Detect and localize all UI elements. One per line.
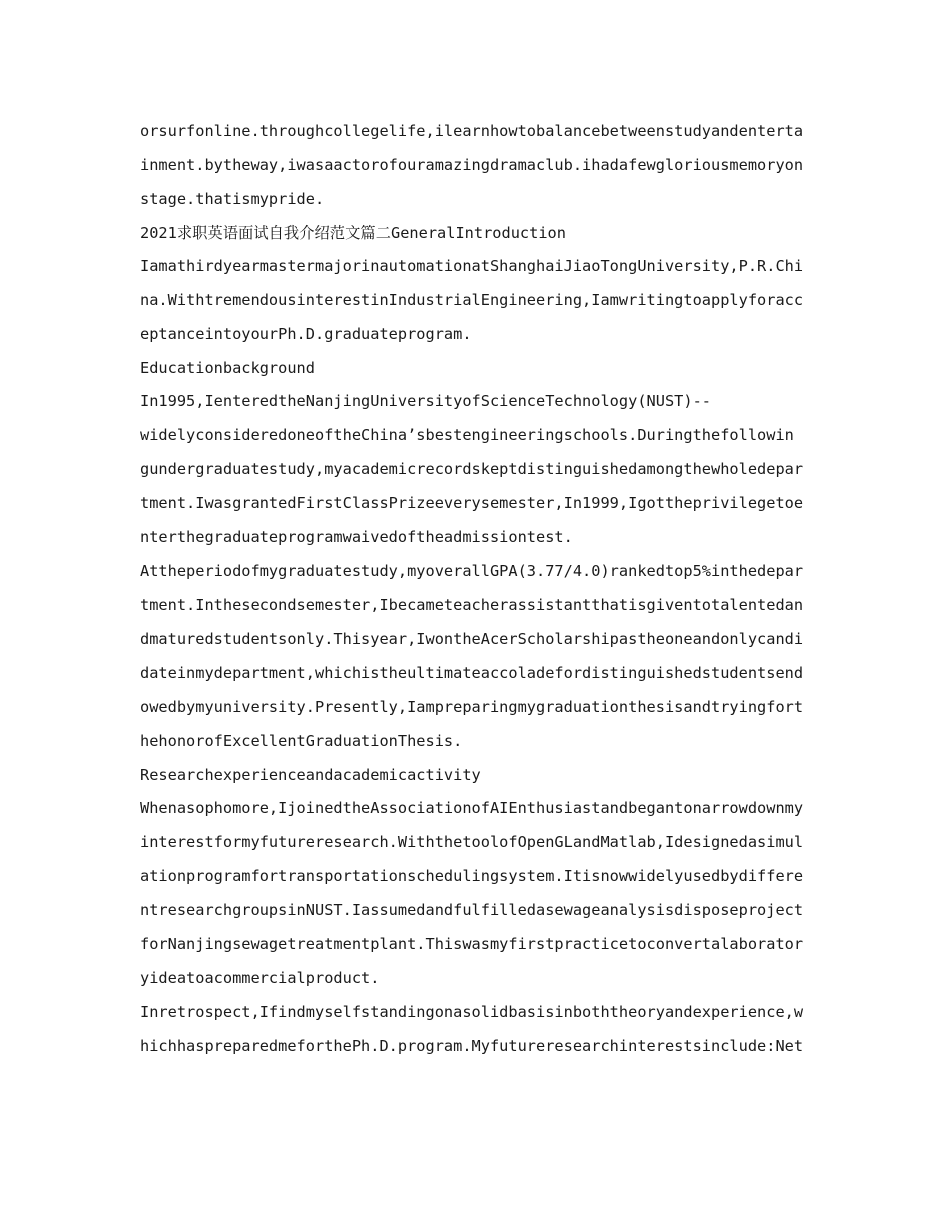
- text-line: Whenasophomore,IjoinedtheAssociationofAIEnthusiastandbegantonarrowdownmy: [140, 799, 804, 817]
- text-line: stage.thatismypride.: [140, 190, 325, 208]
- section-heading-research: Researchexperienceandacademicactivity: [140, 766, 481, 784]
- text-line: yideatoacommercialproduct.: [140, 969, 380, 987]
- text-line: forNanjingsewagetreatmentplant.Thiswasmyfirstpracticetoconvertalaborator: [140, 935, 804, 953]
- text-line: hehonorofExcellentGraduationThesis.: [140, 732, 463, 750]
- text-line: dmaturedstudentsonly.Thisyear,IwontheAcerScholarshipastheoneandonlycandi: [140, 630, 804, 648]
- text-line: hichhaspreparedmeforthePh.D.program.Myfutureresearchinterestsinclude:Net: [140, 1037, 804, 1055]
- text-line: tment.Inthesecondsemester,Ibecameteacherassistantthatisgiventotalentedan: [140, 596, 804, 614]
- text-line: ationprogramfortransportationschedulingsystem.Itisnowwidelyusedbydiffere: [140, 867, 804, 885]
- text-line: Attheperiodofmygraduatestudy,myoverallGPA(3.77/4.0)rankedtop5%inthedepar: [140, 562, 804, 580]
- text-line: dateinmydepartment,whichistheultimateaccoladefordistinguishedstudentsend: [140, 664, 804, 682]
- text-line: ntresearchgroupsinNUST.Iassumedandfulfilledasewageanalysisdisposeproject: [140, 901, 804, 919]
- document-body: [140, 116, 820, 1065]
- text-line: orsurfonline.throughcollegelife,ilearnhowtobalancebetweenstudyandenterta: [140, 122, 804, 140]
- text-line: inment.bytheway,iwasaactorofouramazingdramaclub.ihadafewgloriousmemoryon: [140, 156, 804, 174]
- text-line: na.WithtremendousinterestinIndustrialEngineering,Iamwritingtoapplyforacc: [140, 291, 804, 309]
- section-heading-education: Educationbackground: [140, 359, 315, 377]
- text-line: gundergraduatestudy,myacademicrecordskeptdistinguishedamongthewholedepar: [140, 460, 804, 478]
- text-line: owedbymyuniversity.Presently,Iampreparingmygraduationthesisandtryingfort: [140, 698, 804, 716]
- text-line: In1995,IenteredtheNanjingUniversityofScienceTechnology(NUST)--: [140, 392, 711, 410]
- text-line: IamathirdyearmastermajorinautomationatShanghaiJiaoTongUniversity,P.R.Chi: [140, 257, 804, 275]
- text-line: Inretrospect,Ifindmyselfstandingonasolidbasisinboththeoryandexperience,w: [140, 1003, 804, 1021]
- text-line: nterthegraduateprogramwaivedoftheadmissiontest.: [140, 528, 573, 546]
- text-line: widelyconsideredoneoftheChina’sbestengineeringschools.Duringthefollowin: [140, 426, 794, 444]
- text-line: tment.IwasgrantedFirstClassPrizeeverysemester,In1999,Igottheprivilegetoe: [140, 494, 804, 512]
- text-line: interestformyfutureresearch.WiththetoolofOpenGLandMatlab,Idesignedasimul: [140, 833, 804, 851]
- section-title: 2021求职英语面试自我介绍范文篇二GeneralIntroduction: [140, 224, 566, 242]
- text-line: eptanceintoyourPh.D.graduateprogram.: [140, 325, 472, 343]
